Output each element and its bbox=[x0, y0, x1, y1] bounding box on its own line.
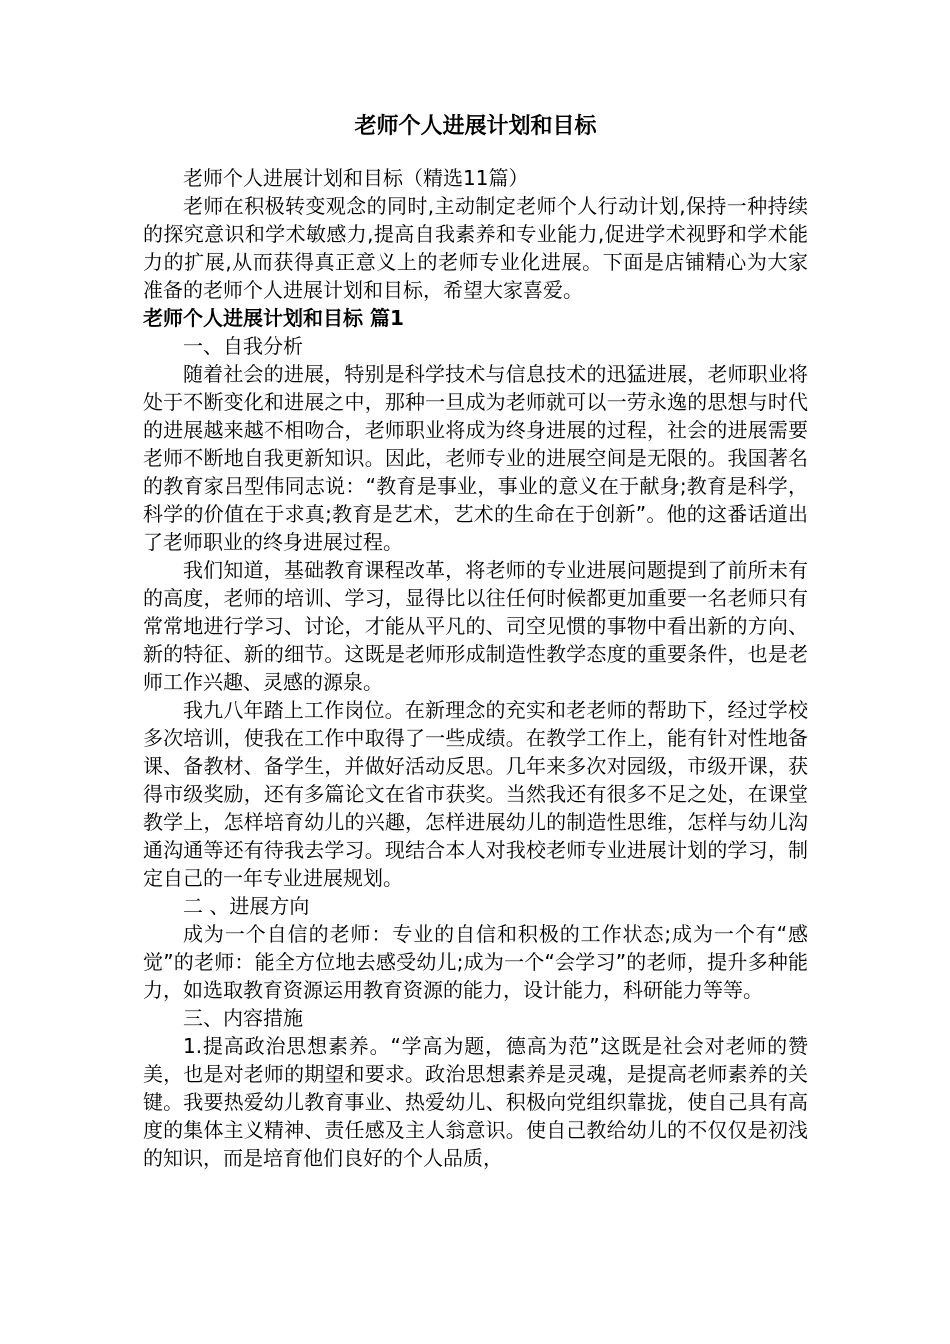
paragraph: 我们知道，基础教育课程改革，将老师的专业进展问题提到了前所未有的高度，老师的培训、学习，显得比以往任何时候都更加重要一名老师只有常常地进行学习、讨论，才能从平凡的、司空见惯的事物中看出新的方向、新的特征、新的细节。这既是老师形成制造性教学态度的重要条件，也是老师工作兴趣、灵感的源泉。 bbox=[143, 558, 808, 694]
paragraph: 随着社会的进展，特别是科学技术与信息技术的迅猛进展，老师职业将处于不断变化和进展之中，那种一旦成为老师就可以一劳永逸的思想与时代的进展越来越不相吻合，老师职业将成为终身进展的过程，社会的进展需要老师不断地自我更新知识。因此，老师专业的进展空间是无限的。我国著名的教育家吕型伟同志说：“教育是事业，事业的意义在于献身;教育是科学，科学的价值在于求真;教育是艺术，艺术的生命在于创新”。他的这番话道出了老师职业的终身进展过程。 bbox=[143, 362, 808, 554]
paragraph: 1.提高政治思想素养。“学高为题，德高为范”这既是社会对老师的赞美，也是对老师的期望和要求。政治思想素养是灵魂，是提高老师素养的关键。我要热爱幼儿教育事业、热爱幼儿、积极向党组织靠拢，使自己具有高度的集体主义精神、责任感及主人翁意识。使自己教给幼儿的不仅仅是初浅的知识，而是培育他们良好的个人品质， bbox=[143, 1034, 808, 1170]
document-title: 老师个人进展计划和目标 bbox=[354, 114, 597, 139]
paragraph: 一、自我分析 bbox=[183, 334, 303, 358]
paragraph: 老师在积极转变观念的同时,主动制定老师个人行动计划,保持一种持续的探究意识和学术敏感力,提高自我素养和专业能力,促进学术视野和学术能力的扩展,从而获得真正意义上的老师专业化进展。下面是店铺精心为大家准备的老师个人进展计划和目标，希望大家喜爱。 bbox=[143, 194, 808, 302]
paragraph: 成为一个自信的老师：专业的自信和积极的工作状态;成为一个有“感觉”的老师：能全方位地去感受幼儿;成为一个“会学习”的老师，提升多种能力，如选取教育资源运用教育资源的能力，设计能力，科研能力等等。 bbox=[143, 922, 808, 1002]
paragraph: 三、内容措施 bbox=[183, 1006, 303, 1030]
paragraph: 老师个人进展计划和目标（精选11篇） bbox=[183, 166, 529, 190]
document-page bbox=[143, 112, 808, 1172]
paragraph: 我九八年踏上工作岗位。在新理念的充实和老老师的帮助下，经过学校多次培训，使我在工作中取得了一些成绩。在教学工作上，能有针对性地备课、备教材、备学生，并做好活动反思。几年来多次对园级，市级开课，获得市级奖励，还有多篇论文在省市获奖。当然我还有很多不足之处，在课堂教学上，怎样培育幼儿的兴趣，怎样进展幼儿的制造性思维，怎样与幼儿沟通沟通等还有待我去学习。现结合本人对我校老师专业进展计划的学习，制定自己的一年专业进展规划。 bbox=[143, 698, 808, 890]
document-body bbox=[143, 164, 808, 1172]
paragraph: 二 、进展方向 bbox=[183, 894, 310, 918]
section-heading: 老师个人进展计划和目标 篇1 bbox=[143, 306, 404, 330]
